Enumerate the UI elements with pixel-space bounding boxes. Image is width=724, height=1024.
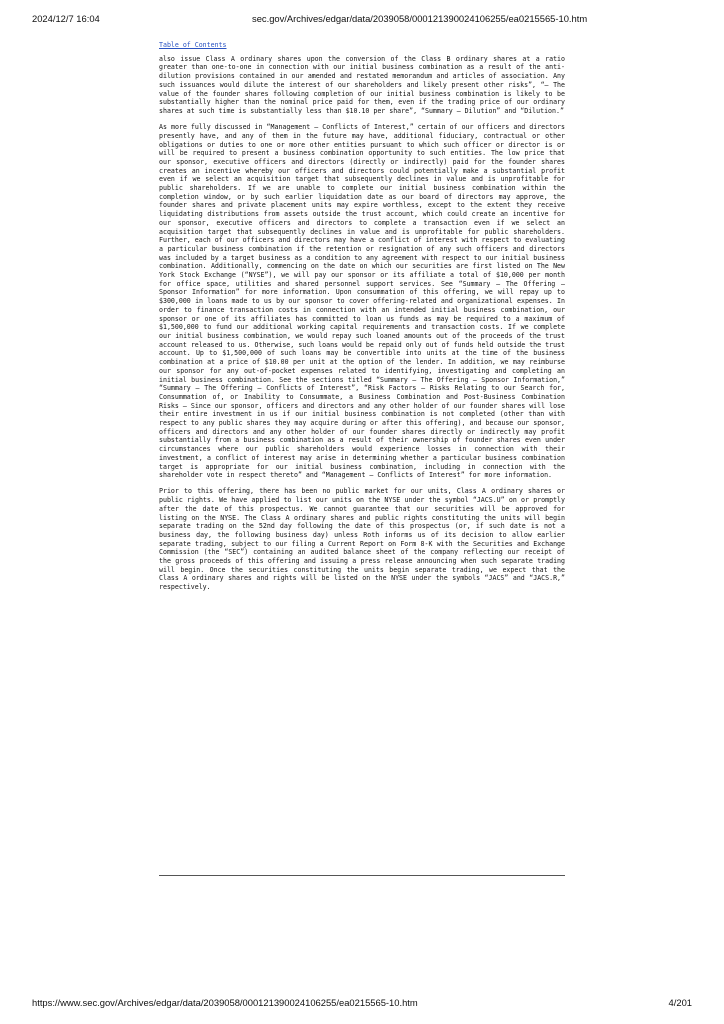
page-divider bbox=[159, 875, 565, 876]
table-of-contents-link[interactable]: Table of Contents bbox=[159, 41, 227, 49]
print-page-number: 4/201 bbox=[668, 997, 692, 1008]
browser-print-header bbox=[0, 13, 724, 27]
browser-print-footer bbox=[0, 997, 724, 1011]
paragraph-dilution: also issue Class A ordinary shares upon the conversion of the Class B ordinary shares at a ratio greater than one-to-one in connection with our initial business combination as a result of the anti-dilution provisions contained in our amended and restated memorandum and articles of association. Any such issuances would dilute the interest of our shareholders and likely present other risks”, “— The value of the founder shares following completion of our initial business combination is likely to be substantially higher than the nominal price paid for them, even if the trading price of our ordinary shares at such time is substantially less than $10.10 per share”, “Summary — Dilution” and “Dilution.” bbox=[159, 54, 565, 115]
print-datetime: 2024/12/7 16:04 bbox=[32, 13, 100, 24]
paragraph-conflicts-of-interest: As more fully discussed in “Management — Conflicts of Interest,” certain of our officers and directors presently have, and any of them in the future may have, additional fiduciary, contractual or other obligations or duties to one or more other entities pursuant to which such officer or director is or will be required to present a business combination opportunity to such entities. The low price that our sponsor, executive officers and directors (directly or indirectly) paid for the founder shares creates an incentive whereby our officers and directors could potentially make a substantial profit even if we select an acquisition target that subsequently declines in value and is unprofitable for public shareholders. If we are unable to complete our initial business combination within the completion window, or by such earlier liquidation date as our board of directors may approve, the founder shares and private placement units may expire worthless, except to the extent they receive liquidating distributions from assets outside the trust account, which could create an incentive for our sponsor, executive officers and directors to complete a transaction even if we select an acquisition target that subsequently declines in value and is unprofitable for public shareholders. Further, each of our officers and directors may have a conflict of interest with respect to evaluating a particular business combination if the retention or resignation of any such officers and directors was included by a target business as a condition to any agreement with respect to our initial business combination. Additionally, commencing on the date on which our securities are first listed on The New York Stock Exchange (“NYSE”), we will pay our sponsor or its affiliate a total of $10,000 per month for office space, utilities and shared personnel support services. See “Summary — The Offering — Sponsor Information” for more information. Upon consummation of this offering, we will repay up to $300,000 in loans made to us by our sponsor to cover offering-related and organizational expenses. In order to finance transaction costs in connection with an intended initial business combination, our sponsor or one of its affiliates has committed to loan us funds as may be required to a maximum of $1,500,000 to fund our additional working capital requirements and transaction costs. If we complete our initial business combination, we would repay such loaned amounts out of the proceeds of the trust account released to us. Otherwise, such loans would be repaid only out of funds held outside the trust account. Up to $1,500,000 of such loans may be convertible into units at the time of the business combination at a price of $10.00 per unit at the option of the lender. In addition, we may reimburse our sponsor for any out-of-pocket expenses related to identifying, investigating and completing an initial business combination. See the sections titled “Summary — The Offering — Sponsor Information,” “Summary — The Offering — Conflicts of Interest”, “Risk Factors — Risks Relating to our Search for, Consummation of, or Inability to Consummate, a Business Combination and Post-Business Combination Risks — Since our sponsor, officers and directors and any other holder of our founder shares will lose their entire investment in us if our initial business combination is not completed (other than with respect to any public shares they may acquire during or after this offering), and because our sponsor, officers and directors and any other holder of our founder shares directly or indirectly may profit substantially from a business combination as a result of their ownership of founder shares even under circumstances where our public shareholders would experience losses in connection with their investment, a conflict of interest may arise in determining whether a particular business combination target is appropriate for our initial business combination, including in connection with the shareholder vote in respect thereto” and “Management — Conflicts of Interest” for more information. bbox=[159, 123, 565, 480]
print-footer-url: https://www.sec.gov/Archives/edgar/data/2039058/000121390024106255/ea0215565-10.htm bbox=[32, 997, 418, 1008]
paragraph-listing: Prior to this offering, there has been no public market for our units, Class A ordinary shares or public rights. We have applied to list our units on the NYSE under the symbol “JACS.U” on or promptly after the date of this prospectus. We cannot guarantee that our securities will be approved for listing on the NYSE. The Class A ordinary shares and public rights constituting the units will begin separate trading on the 52nd day following the date of this prospectus (or, if such date is not a business day, the following business day) unless Roth informs us of its decision to allow earlier separate trading, subject to our filing a Current Report on Form 8-K with the Securities and Exchange Commission (the “SEC”) containing an audited balance sheet of the company reflecting our receipt of the gross proceeds of this offering and issuing a press release announcing when such separate trading will begin. Once the securities constituting the units begin separate trading, we expect that the Class A ordinary shares and rights will be listed on the NYSE under the symbols “JACS” and “JACS.R,” respectively. bbox=[159, 487, 565, 592]
print-url-title: sec.gov/Archives/edgar/data/2039058/000121390024106255/ea0215565-10.htm bbox=[252, 13, 588, 24]
document-body bbox=[159, 41, 565, 599]
